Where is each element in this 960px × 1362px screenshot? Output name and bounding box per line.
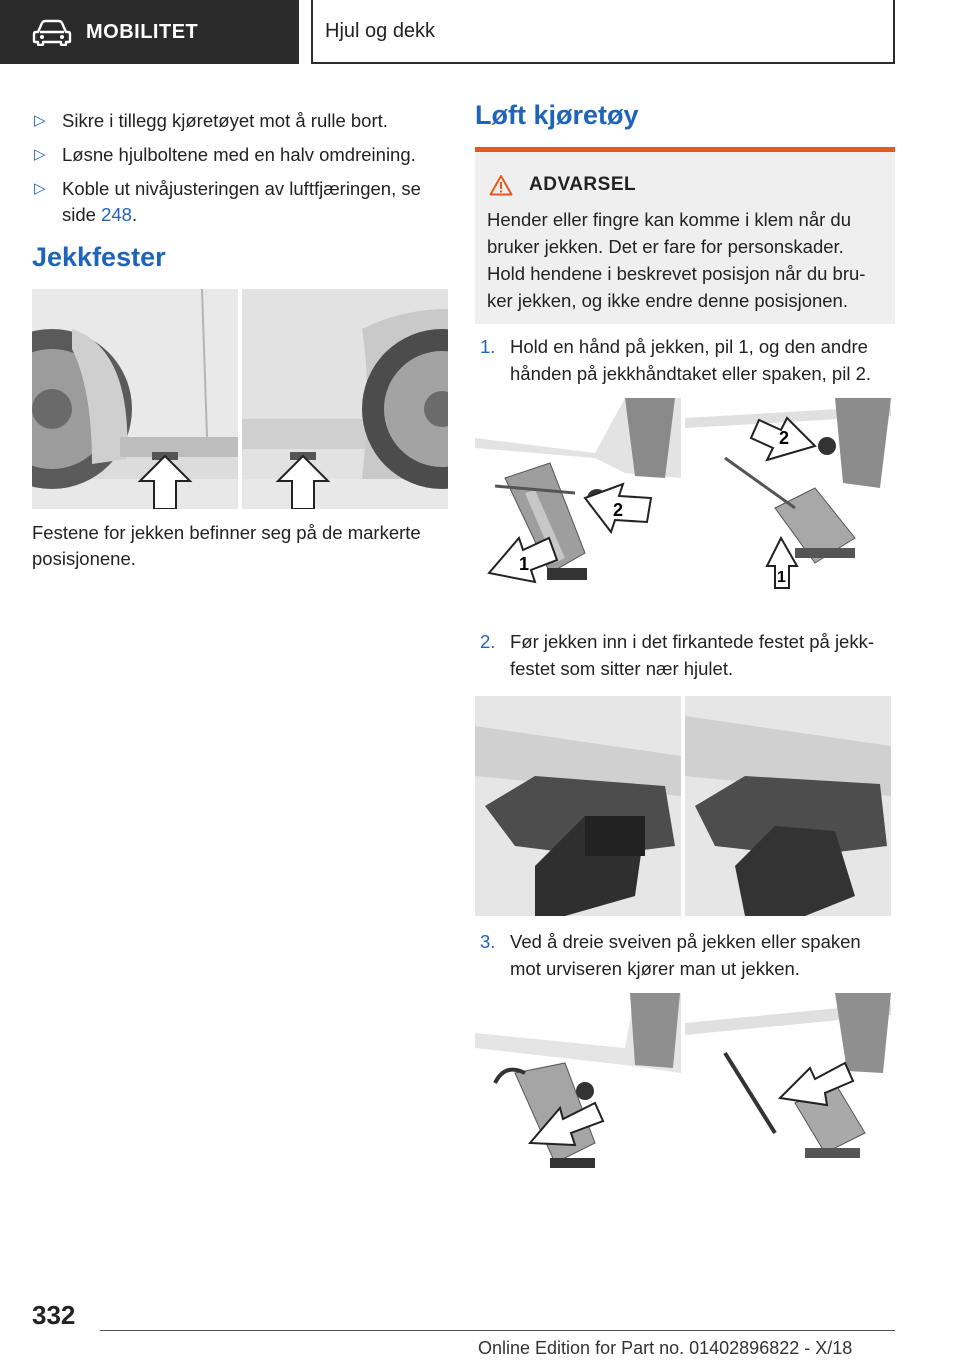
step-number: 3.	[480, 931, 496, 952]
chapter-tab	[311, 0, 895, 64]
right-column	[475, 100, 895, 131]
chapter-title: Hjul og dekk	[325, 19, 436, 42]
svg-text:1: 1	[777, 569, 786, 586]
edition-note: Online Edition for Part no. 01402896822 - X/18	[478, 1338, 853, 1358]
step-number: 1.	[480, 336, 496, 357]
page-number: 332	[32, 1300, 76, 1330]
section-heading-loft: Løft kjøretøy	[475, 100, 639, 130]
warning-triangle-icon	[489, 174, 513, 196]
left-column	[32, 108, 448, 273]
jack-crank-illustration	[475, 993, 891, 1183]
svg-text:2: 2	[779, 428, 790, 448]
svg-text:2: 2	[613, 500, 624, 520]
bullet-list	[32, 108, 448, 228]
jack-seat-illustration	[475, 696, 891, 916]
bullet-item: ▷ Sikre i tillegg kjøretøyet mot å rulle bort.	[32, 108, 448, 134]
car-icon	[32, 17, 72, 47]
step-text: Før jekken inn i det firkantede festet på jekk-festet som sitter nær hjulet.	[510, 631, 875, 679]
triangle-bullet-icon: ▷	[34, 146, 46, 163]
warning-text: Hender eller fingre kan komme i klem når du bruker jekken. Det er fare for personskader. Hold hendene i beskrevet posisjon når du bru-ker jekken, og ikke endre denne posisjonen.	[487, 209, 866, 311]
step-number: 2.	[480, 631, 496, 652]
section-tab	[0, 0, 299, 64]
step-item	[480, 333, 895, 387]
jack-hold-illustration	[475, 398, 891, 600]
svg-text:1: 1	[519, 554, 530, 574]
bullet-item: ▷ Løsne hjulboltene med en halv omdreining.	[32, 142, 448, 168]
warning-title: ADVARSEL	[489, 174, 636, 196]
triangle-bullet-icon: ▷	[34, 112, 46, 129]
section-heading-jekkfester: Jekkfester	[32, 242, 166, 272]
step-item	[480, 628, 895, 682]
warning-box	[475, 147, 895, 324]
triangle-bullet-icon: ▷	[34, 180, 46, 197]
footer-divider	[100, 1330, 895, 1331]
jack-points-illustration	[32, 289, 448, 509]
figure-caption: Festene for jekken befinner seg på de markerte posisjonene.	[32, 522, 421, 569]
step-item	[480, 928, 895, 982]
section-title: MOBILITET	[86, 20, 199, 43]
page-link[interactable]: 248	[101, 204, 132, 225]
step-text: Hold en hånd på jekken, pil 1, og den andre hånden på jekkhåndtaket eller spaken, pil 2.	[510, 336, 872, 384]
step-text: Ved å dreie sveiven på jekken eller spaken mot urviseren kjører man ut jekken.	[510, 931, 861, 979]
bullet-item: ▷ Koble ut nivåjusteringen av luftfjæringen, se side 248.	[34, 178, 421, 225]
